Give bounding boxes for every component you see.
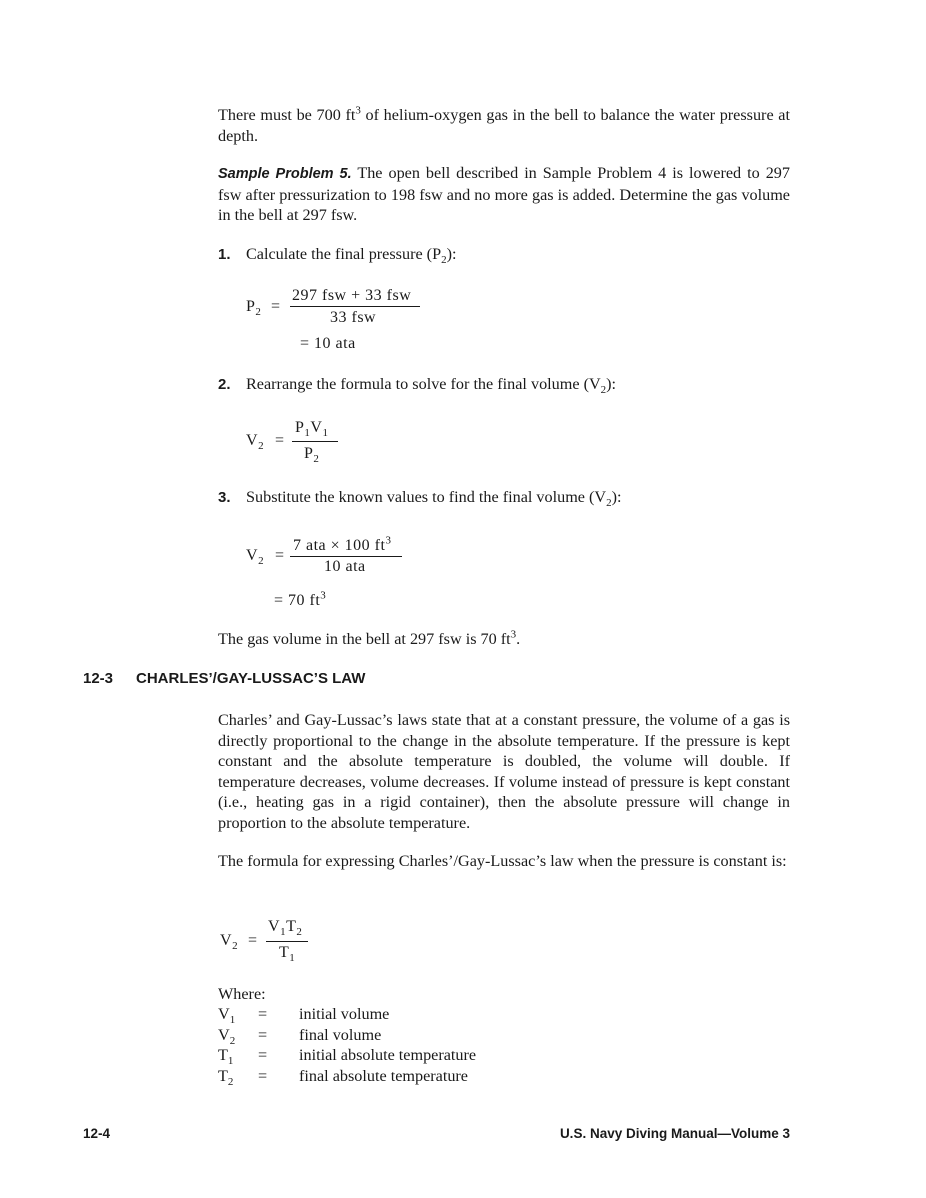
step-3-text <box>246 488 622 510</box>
conclusion-label: The gas volume in the bell at 297 fsw is 70 ft <box>218 630 511 648</box>
conclusion-end: . <box>516 630 521 648</box>
step-1-number: 1. <box>218 246 231 263</box>
intro-paragraph <box>218 105 790 146</box>
eq1-fraction-line <box>290 306 420 307</box>
law-paragraph: Charles’ and Gay-Lussac’s laws state that at a constant pressure, the volume of a gas is directly proportional to the change in the absolute temperature. If the pressure is kept constant and the absolute temperature is doubled, the volume will double. If temperature decreases, volume decreases. If volume instead of pressure is kept constant (i.e., heating gas in a rigid container), then the absolute pressure will change in proportion to the absolute temperature. <box>218 711 790 832</box>
step-1-sub: 2 <box>441 254 447 267</box>
footer-page-number: 12-4 <box>83 1126 111 1141</box>
step-1-label: Calculate the final pressure (P <box>246 245 442 263</box>
eq2-numerator: $P_1V_1$ <box>295 419 329 440</box>
eq2-lhs: $V_2$ <box>246 432 265 453</box>
eq3-fraction-line <box>290 556 402 557</box>
intro-text-a: There must be 700 ft <box>218 106 356 124</box>
eq1-numerator: 297 fsw + 33 fsw <box>292 287 412 304</box>
section-number: 12-3 <box>83 670 114 687</box>
eq3-lhs: $V_2$ <box>246 547 265 568</box>
sample-problem-paragraph <box>218 163 790 226</box>
definition-row: $V_1$ = initial volume <box>218 1005 390 1027</box>
step-3-end: ): <box>611 488 622 506</box>
eq3-numerator: 7 ata × 100 $ft^3$ <box>293 534 392 554</box>
eq3-result: = 70 $ft^3$ <box>274 589 327 609</box>
eq1-result: = 10 ata <box>300 335 356 352</box>
formula-intro-paragraph: The formula for expressing Charles’/Gay-Lussac’s law when the pressure is constant is: <box>218 852 787 870</box>
step-1-text <box>246 245 457 267</box>
step-2-end: ): <box>606 375 617 393</box>
eq1-lhs: $P_2$ <box>246 298 262 319</box>
sample-problem-label: Sample Problem 5. <box>218 166 352 182</box>
eq4-numerator: $V_1T_2$ <box>268 918 303 939</box>
conclusion-sup: 3 <box>510 628 517 641</box>
eq2-denominator: $P_2$ <box>304 445 320 466</box>
eq4-fraction-line <box>266 941 308 942</box>
eq2-fraction-line <box>292 441 338 442</box>
step-2-number: 2. <box>218 376 231 393</box>
sample-problem-text: The open bell described in Sample Problem 4 is lowered to 297 fsw after pressurization to 198 fsw and no more gas is added. Determine the gas volume in the bell at 297 fsw. <box>218 164 790 225</box>
eq4-lhs: $V_2$ <box>220 932 239 953</box>
eq3-denominator: 10 ata <box>324 558 366 575</box>
definition-row: $V_2$ = final volume <box>218 1026 382 1048</box>
step-1-end: ): <box>446 245 457 263</box>
conclusion-text <box>218 630 520 649</box>
eq1-denominator: 33 fsw <box>330 309 377 326</box>
eq4-denominator: $T_1$ <box>279 944 296 965</box>
step-3-sub: 2 <box>606 497 612 510</box>
eq4-equals: = <box>248 932 258 949</box>
eq3-equals: = <box>275 547 285 564</box>
intro-text-b: of helium-oxygen gas in the bell to balance the water pressure at depth. <box>218 106 790 145</box>
eq2-equals: = <box>275 432 285 449</box>
section-title: CHARLES’/GAY-LUSSAC’S LAW <box>136 670 366 687</box>
step-2-sub: 2 <box>600 384 607 397</box>
intro-sup: 3 <box>355 104 361 117</box>
eq1-equals: = <box>271 298 281 315</box>
footer-title: U.S. Navy Diving Manual—Volume 3 <box>559 1126 790 1141</box>
where-label: Where: <box>218 985 266 1003</box>
step-3-label: Substitute the known values to find the final volume (V <box>246 488 607 506</box>
step-2-text <box>246 375 617 397</box>
step-2-label: Rearrange the formula to solve for the final volume (V <box>246 375 601 393</box>
step-3-number: 3. <box>218 489 231 506</box>
definition-row: $T_2$ = final absolute temperature <box>218 1067 468 1089</box>
definition-row: $T_1$ = initial absolute temperature <box>218 1046 477 1068</box>
